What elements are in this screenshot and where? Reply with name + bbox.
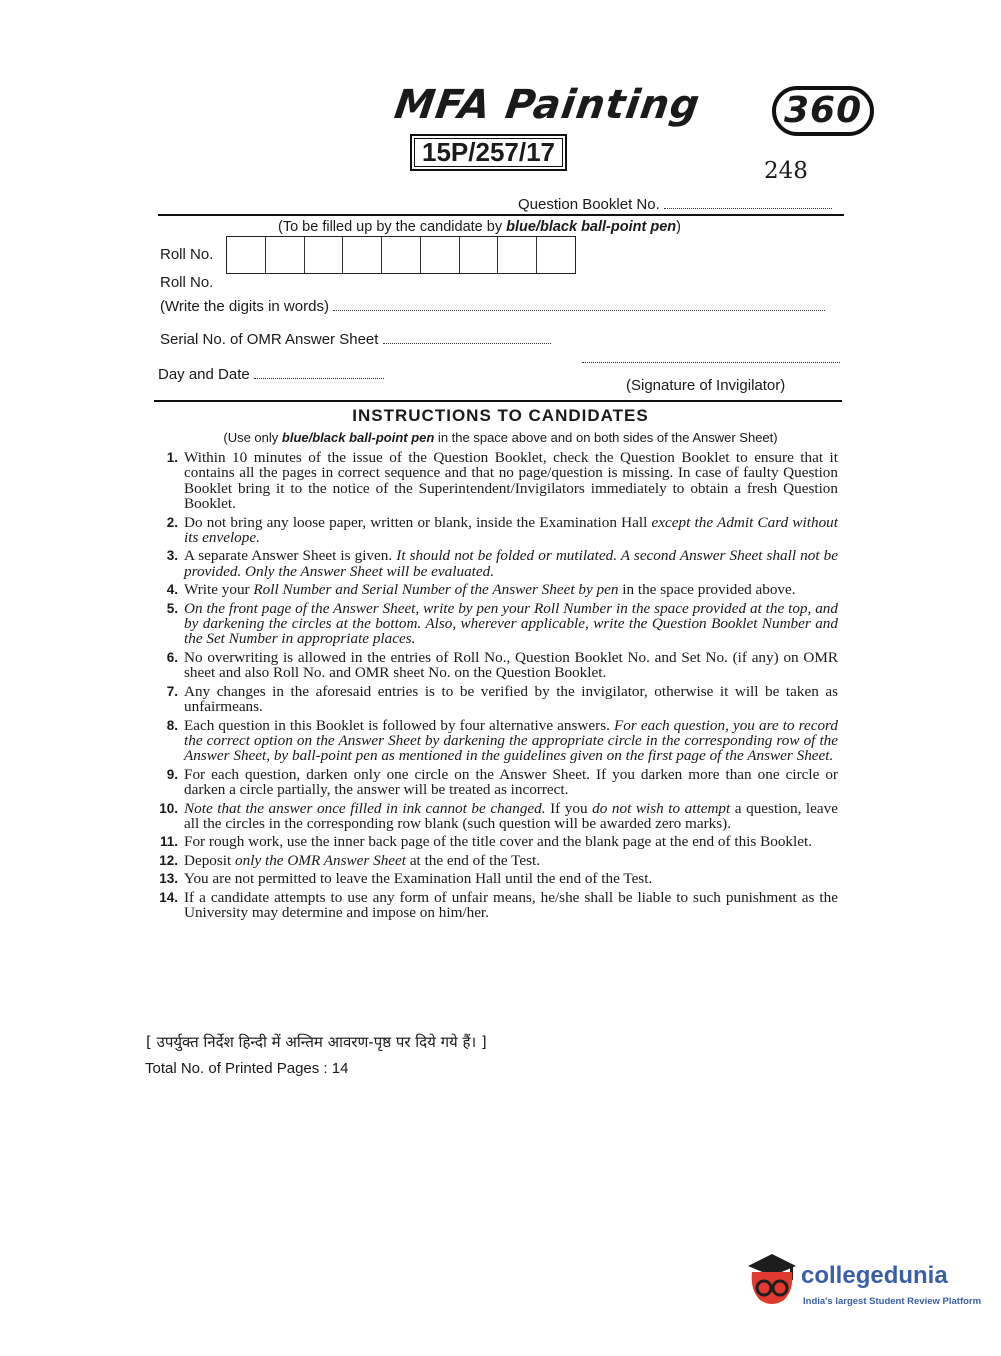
instruction-item	[160, 718, 838, 764]
paper-code-box: 15P/257/17	[410, 134, 567, 171]
instruction-text: Each question in this Booklet is followed by four alternative answers.	[184, 716, 614, 734]
roll-no-grid[interactable]	[226, 236, 576, 274]
roll-digit-box[interactable]	[266, 237, 305, 273]
instruction-text: Do not bring any loose paper, written or blank, inside the Examination Hall	[184, 513, 652, 531]
instruction-text: at the end of the Test.	[406, 851, 541, 869]
instruction-number: 12.	[159, 852, 178, 868]
roll-no-words-field[interactable]	[333, 310, 825, 311]
watermark-brand: collegedunia	[801, 1262, 948, 1289]
instruction-item	[160, 582, 838, 597]
handwritten-code: 360	[772, 86, 874, 136]
instruction-text: Roll Number and Serial Number of the Answer Sheet by pen	[253, 581, 619, 599]
serial-omr-field[interactable]	[383, 343, 551, 344]
day-date-row	[158, 366, 384, 383]
instruction-item	[160, 684, 838, 715]
instruction-text: It should not be folded or mutilated. A second Answer Sheet shall not be provided. Only the Answer Sheet will be evaluated.	[184, 547, 839, 580]
subtitle-suffix: in the space above and on both sides of the Answer Sheet)	[434, 430, 778, 445]
instruction-text: For each question, darken only one circle on the Answer Sheet. If you darken more than one circle or darken a circle partially, the answer will be treated as incorrect.	[184, 765, 838, 799]
instruction-number: 4.	[166, 582, 178, 598]
instruction-number: 7.	[166, 683, 178, 699]
fill-note-suffix: )	[676, 219, 681, 235]
instruction-item	[160, 601, 838, 647]
roll-no-words-sub: (Write the digits in words)	[160, 298, 329, 315]
instruction-text: except the Admit Card without its envelope.	[184, 513, 838, 547]
roll-digit-box[interactable]	[227, 237, 266, 273]
fill-note	[278, 219, 681, 235]
instruction-number: 5.	[166, 600, 178, 616]
instruction-number: 6.	[166, 649, 178, 665]
day-date-label: Day and Date	[158, 366, 250, 383]
roll-digit-box[interactable]	[498, 237, 537, 273]
instructions-list	[160, 450, 838, 923]
instruction-item	[160, 834, 838, 849]
signature-label: (Signature of Invigilator)	[626, 377, 786, 394]
page-number: 248	[764, 158, 808, 184]
instruction-text: only the OMR Answer Sheet	[235, 851, 407, 869]
instruction-text: a question, leave all the circles in the corresponding row blank (such question will be awarded zero marks).	[184, 799, 838, 832]
watermark-tagline: India's largest Student Review Platform	[803, 1296, 982, 1307]
roll-no-words-row	[160, 298, 825, 315]
instruction-item	[160, 853, 838, 868]
instruction-item	[160, 871, 838, 886]
instruction-text: Note that the answer once filled in ink cannot be changed.	[184, 799, 546, 817]
handwritten-title: MFA Painting	[391, 82, 703, 128]
instruction-text: Deposit	[184, 851, 236, 869]
instruction-item	[160, 650, 838, 681]
instruction-text: If you	[545, 799, 593, 817]
instruction-text: Any changes in the aforesaid entries is to be verified by the invigilator, otherwise it will be taken as unfairmeans.	[184, 682, 838, 716]
instruction-item	[160, 767, 838, 798]
instruction-text: Write your	[184, 581, 254, 599]
instruction-text: For rough work, use the inner back page of the title cover and the blank page at the end of this Booklet.	[184, 833, 812, 851]
instruction-text: do not wish to attempt	[592, 799, 731, 817]
instruction-number: 14.	[159, 889, 178, 905]
instruction-item	[160, 515, 838, 546]
booklet-no-row	[518, 196, 832, 213]
roll-digit-box[interactable]	[537, 237, 575, 273]
instruction-number: 10.	[159, 800, 178, 816]
instruction-text: You are not permitted to leave the Examination Hall until the end of the Test.	[184, 870, 653, 888]
instruction-text: No overwriting is allowed in the entries of Roll No., Question Booklet No. and Set No. (if any) on OMR sheet and also Roll No. and OMR sheet No. on the Question Booklet.	[184, 648, 838, 682]
subtitle-prefix: (Use only	[223, 430, 282, 445]
serial-omr-label: Serial No. of OMR Answer Sheet	[160, 331, 379, 348]
instruction-text: On the front page of the Answer Sheet, write by pen your Roll Number in the space provided at the top, and by darkening the circles at the bottom. Also, wherever applicable, write the Question Booklet Number and the Set Number in appropriate places.	[184, 599, 838, 648]
instruction-item	[160, 890, 838, 921]
subtitle-emphasis: blue/black ball-point pen	[281, 430, 435, 445]
instruction-item	[160, 450, 838, 512]
roll-digit-box[interactable]	[460, 237, 499, 273]
instruction-item	[160, 548, 838, 579]
instructions-rule	[154, 400, 842, 402]
instruction-number: 8.	[166, 717, 178, 733]
instruction-text: If a candidate attempts to use any form of unfair means, he/she shall be liable to such punishment as the University may determine and impose on him/her.	[184, 888, 838, 921]
fill-note-prefix: (To be filled up by the candidate by	[278, 219, 507, 235]
booklet-no-label: Question Booklet No.	[518, 196, 660, 213]
serial-omr-row	[160, 331, 551, 348]
top-rule	[158, 214, 844, 216]
roll-digit-box[interactable]	[382, 237, 421, 273]
instruction-text: A separate Answer Sheet is given.	[184, 547, 397, 565]
total-printed-pages: Total No. of Printed Pages : 14	[145, 1060, 349, 1077]
instruction-number: 11.	[159, 834, 178, 850]
instruction-text: For each question, you are to record the correct option on the Answer Sheet by darkening the appropriate circle in the corresponding row of the Answer Sheet, by ball-point pen as mentioned in the guidelines given on the first page of the Answer Sheet.	[184, 716, 838, 765]
hindi-note: [ उपर्युक्त निर्देश हिन्दी में अन्तिम आवरण-पृष्ठ पर दिये गये हैं। ]	[146, 1033, 487, 1051]
collegedunia-mascot-icon	[742, 1250, 800, 1308]
instruction-number: 2.	[166, 514, 178, 530]
roll-no-words-label: Roll No.	[160, 274, 214, 291]
fill-note-emphasis: blue/black ball-point pen	[506, 219, 677, 235]
day-date-field[interactable]	[254, 378, 384, 379]
instruction-number: 1.	[166, 450, 178, 465]
roll-digit-box[interactable]	[421, 237, 460, 273]
instruction-number: 3.	[166, 548, 178, 564]
instruction-text: in the space provided above.	[618, 581, 796, 599]
instructions-subtitle	[0, 430, 1001, 445]
instructions-title: INSTRUCTIONS TO CANDIDATES	[352, 406, 649, 425]
signature-field[interactable]	[582, 362, 840, 363]
roll-digit-box[interactable]	[305, 237, 344, 273]
roll-no-label: Roll No.	[160, 246, 214, 263]
instruction-item	[160, 801, 838, 832]
instruction-number: 13.	[159, 871, 178, 887]
instruction-text: Within 10 minutes of the issue of the Question Booklet, check the Question Booklet to ensure that it contains all the pages in correct sequence and that no page/question is missing. In case of faulty Question Booklet bring it to the notice of the Superintendent/Invigilators immediately to obtain a fresh Question Booklet.	[184, 449, 838, 513]
instruction-number: 9.	[166, 766, 178, 782]
roll-digit-box[interactable]	[343, 237, 382, 273]
booklet-no-field[interactable]	[664, 208, 832, 209]
